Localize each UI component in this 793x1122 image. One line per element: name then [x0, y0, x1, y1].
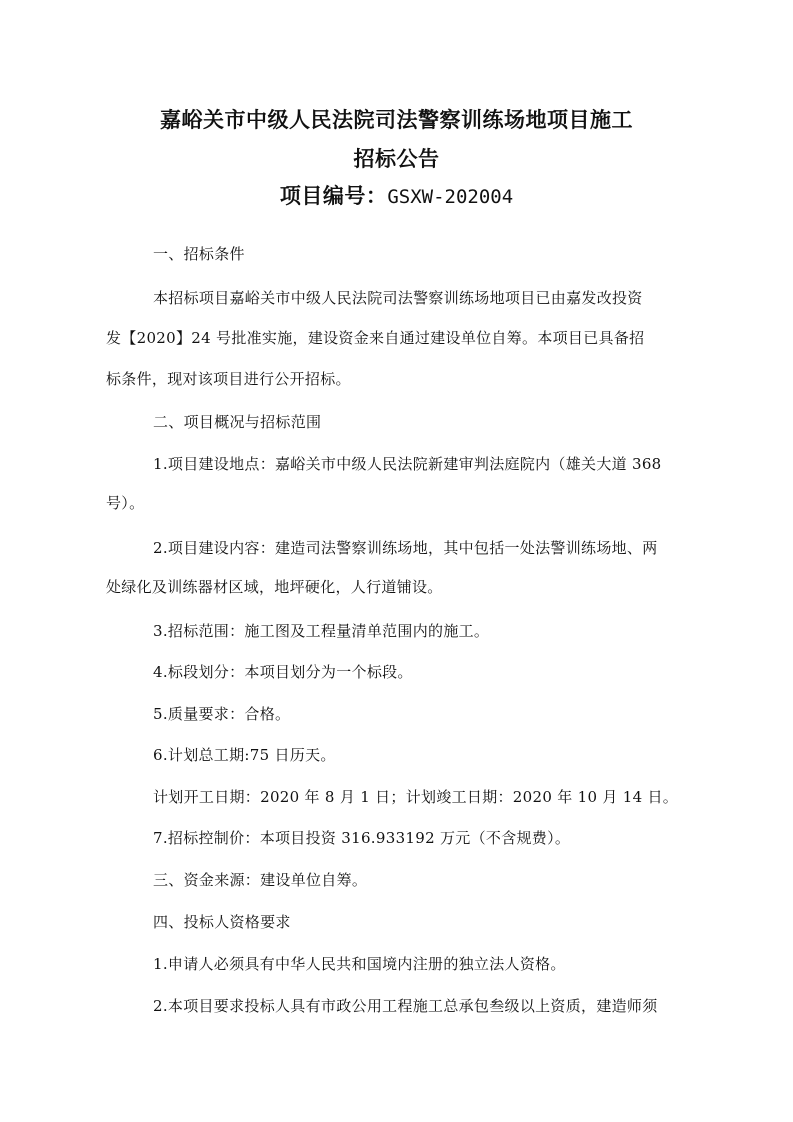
section-1-heading: 一、招标条件 — [153, 245, 245, 263]
section-4-item1: 1.申请人必须具有中华人民共和国境内注册的独立法人资格。 — [153, 955, 566, 973]
section-2-item2-line1: 2.项目建设内容：建造司法警察训练场地，其中包括一处法警训练场地、两 — [153, 539, 658, 557]
document-title-line1: 嘉峪关市中级人民法院司法警察训练场地项目施工 — [160, 107, 633, 132]
section-4-heading: 四、投标人资格要求 — [153, 913, 291, 931]
section-3-heading: 三、资金来源：建设单位自筹。 — [153, 871, 368, 889]
section-2-item6: 6.计划总工期:75 日历天。 — [153, 746, 336, 764]
section-2-item5: 5.质量要求：合格。 — [153, 705, 291, 723]
section-2-heading: 二、项目概况与招标范围 — [153, 413, 322, 431]
section-1-paragraph-line2: 发【2020】24 号批准实施，建设资金来自通过建设单位自筹。本项目已具备招 — [106, 329, 645, 347]
section-2-item1-line1: 1.项目建设地点：嘉峪关市中级人民法院新建审判法庭院内（雄关大道 368 — [153, 455, 662, 473]
section-2-item7: 7.招标控制价：本项目投资 316.933192 万元（不含规费）。 — [153, 829, 571, 847]
section-4-item2-line1: 2.本项目要求投标人具有市政公用工程施工总承包叁级以上资质，建造师须 — [153, 997, 658, 1015]
section-2-item3: 3.招标范围：施工图及工程量清单范围内的施工。 — [153, 622, 490, 640]
project-number — [0, 180, 793, 210]
section-2-item2-line2: 处绿化及训练器材区域，地坪硬化，人行道铺设。 — [106, 578, 443, 596]
document-title-line2: 招标公告 — [353, 146, 440, 171]
section-2-item4: 4.标段划分：本项目划分为一个标段。 — [153, 663, 413, 681]
project-number-code: GSXW-202004 — [387, 186, 514, 208]
project-number-label: 项目编号： — [279, 183, 388, 208]
section-1-paragraph-line3: 标条件，现对该项目进行公开招标。 — [106, 370, 351, 388]
section-2-item1-line2: 号）。 — [106, 494, 145, 512]
section-1-paragraph-line1: 本招标项目嘉峪关市中级人民法院司法警察训练场地项目已由嘉发改投资 — [153, 289, 643, 307]
section-2-item6-dates: 计划开工日期：2020 年 8 月 1 日；计划竣工日期：2020 年 10 月 14 日。 — [153, 788, 679, 806]
